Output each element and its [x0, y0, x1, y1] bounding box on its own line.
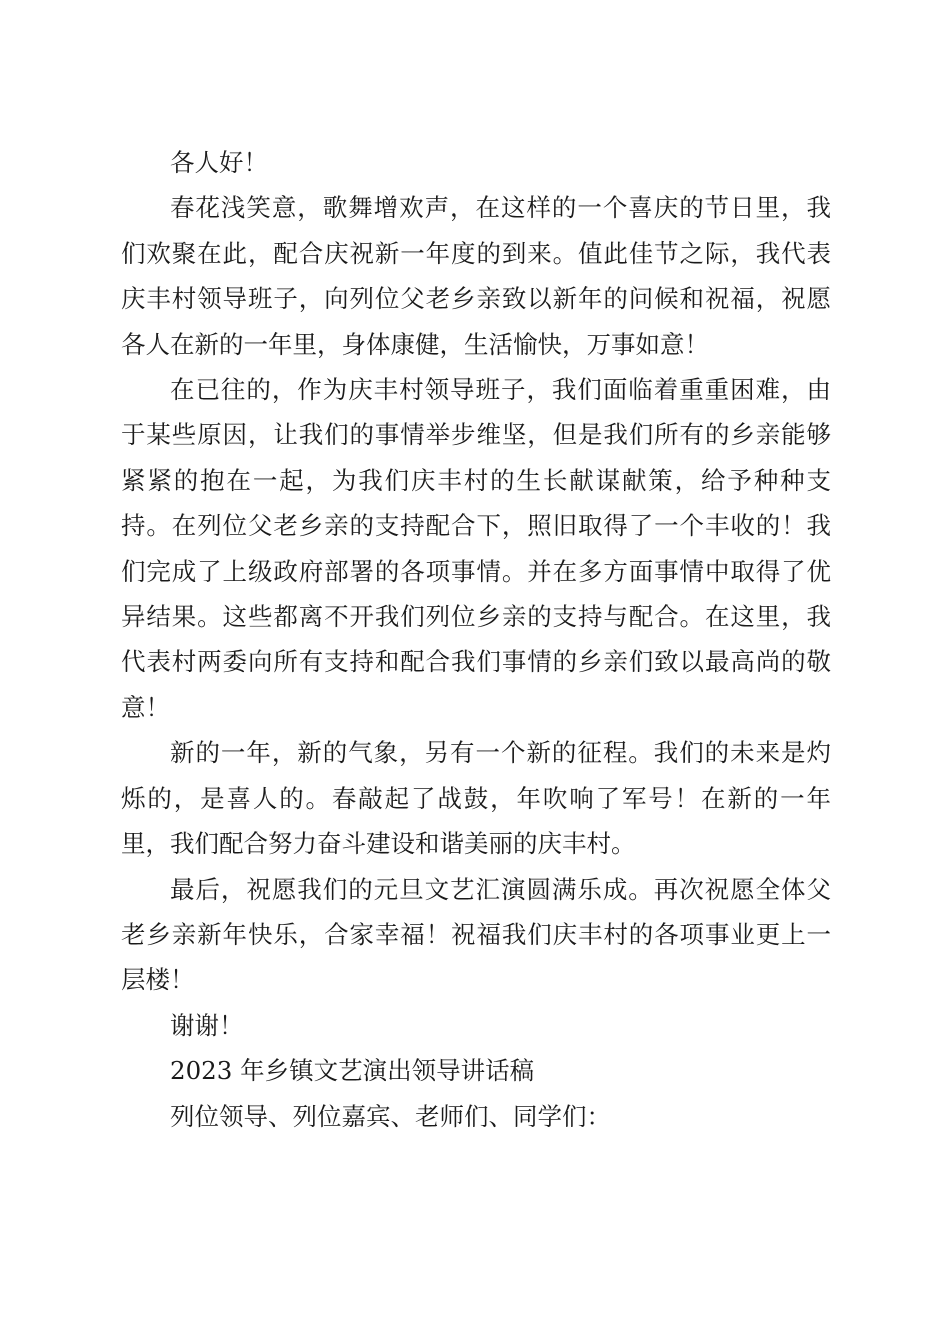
speech-body — [121, 140, 831, 1139]
paragraph-thanks: 谢谢！ — [170, 1010, 244, 1040]
paragraph-future-outlook: 新的一年，新的气象，另有一个新的征程。我们的未来是灼烁的，是喜人的。春敲起了战鼓，年吹响了军号！在新的一年里，我们配合努力奋斗建设和谐美丽的庆丰村。 — [121, 738, 831, 859]
paragraph-next-title: 2023 年乡镇文艺演出领导讲话稿 — [170, 1056, 535, 1086]
paragraph-greeting: 各人好！ — [170, 148, 268, 177]
paragraph-past-year-review: 在已往的，作为庆丰村领导班子，我们面临着重重困难，由于某些原因，让我们的事情举步维坚，但是我们所有的乡亲能够紧紧的抱在一起，为我们庆丰村的生长献谋献策，给予种种支持。在列位父老乡亲的支持配合下，照旧取得了一个丰收的！我们完成了上级政府部署的各项事情。并在多方面事情中取得了优异结果。这些都离不开我们列位乡亲的支持与配合。在这里，我代表村两委向所有支持和配合我们事情的乡亲们致以最高尚的敬意！ — [121, 375, 831, 722]
paragraph-closing-wishes: 最后，祝愿我们的元旦文艺汇演圆满乐成。再次祝愿全体父老乡亲新年快乐，合家幸福！祝福我们庆丰村的各项事业更上一层楼！ — [121, 874, 831, 995]
paragraph-new-year-wishes: 春花浅笑意，歌舞增欢声，在这样的一个喜庆的节日里，我们欢聚在此，配合庆祝新一年度的到来。值此佳节之际，我代表庆丰村领导班子，向列位父老乡亲致以新年的问候和祝福，祝愿各人在新的一年里，身体康健，生活愉快，万事如意！ — [121, 193, 831, 359]
paragraph-next-salutation: 列位领导、列位嘉宾、老师们、同学们： — [170, 1101, 611, 1131]
